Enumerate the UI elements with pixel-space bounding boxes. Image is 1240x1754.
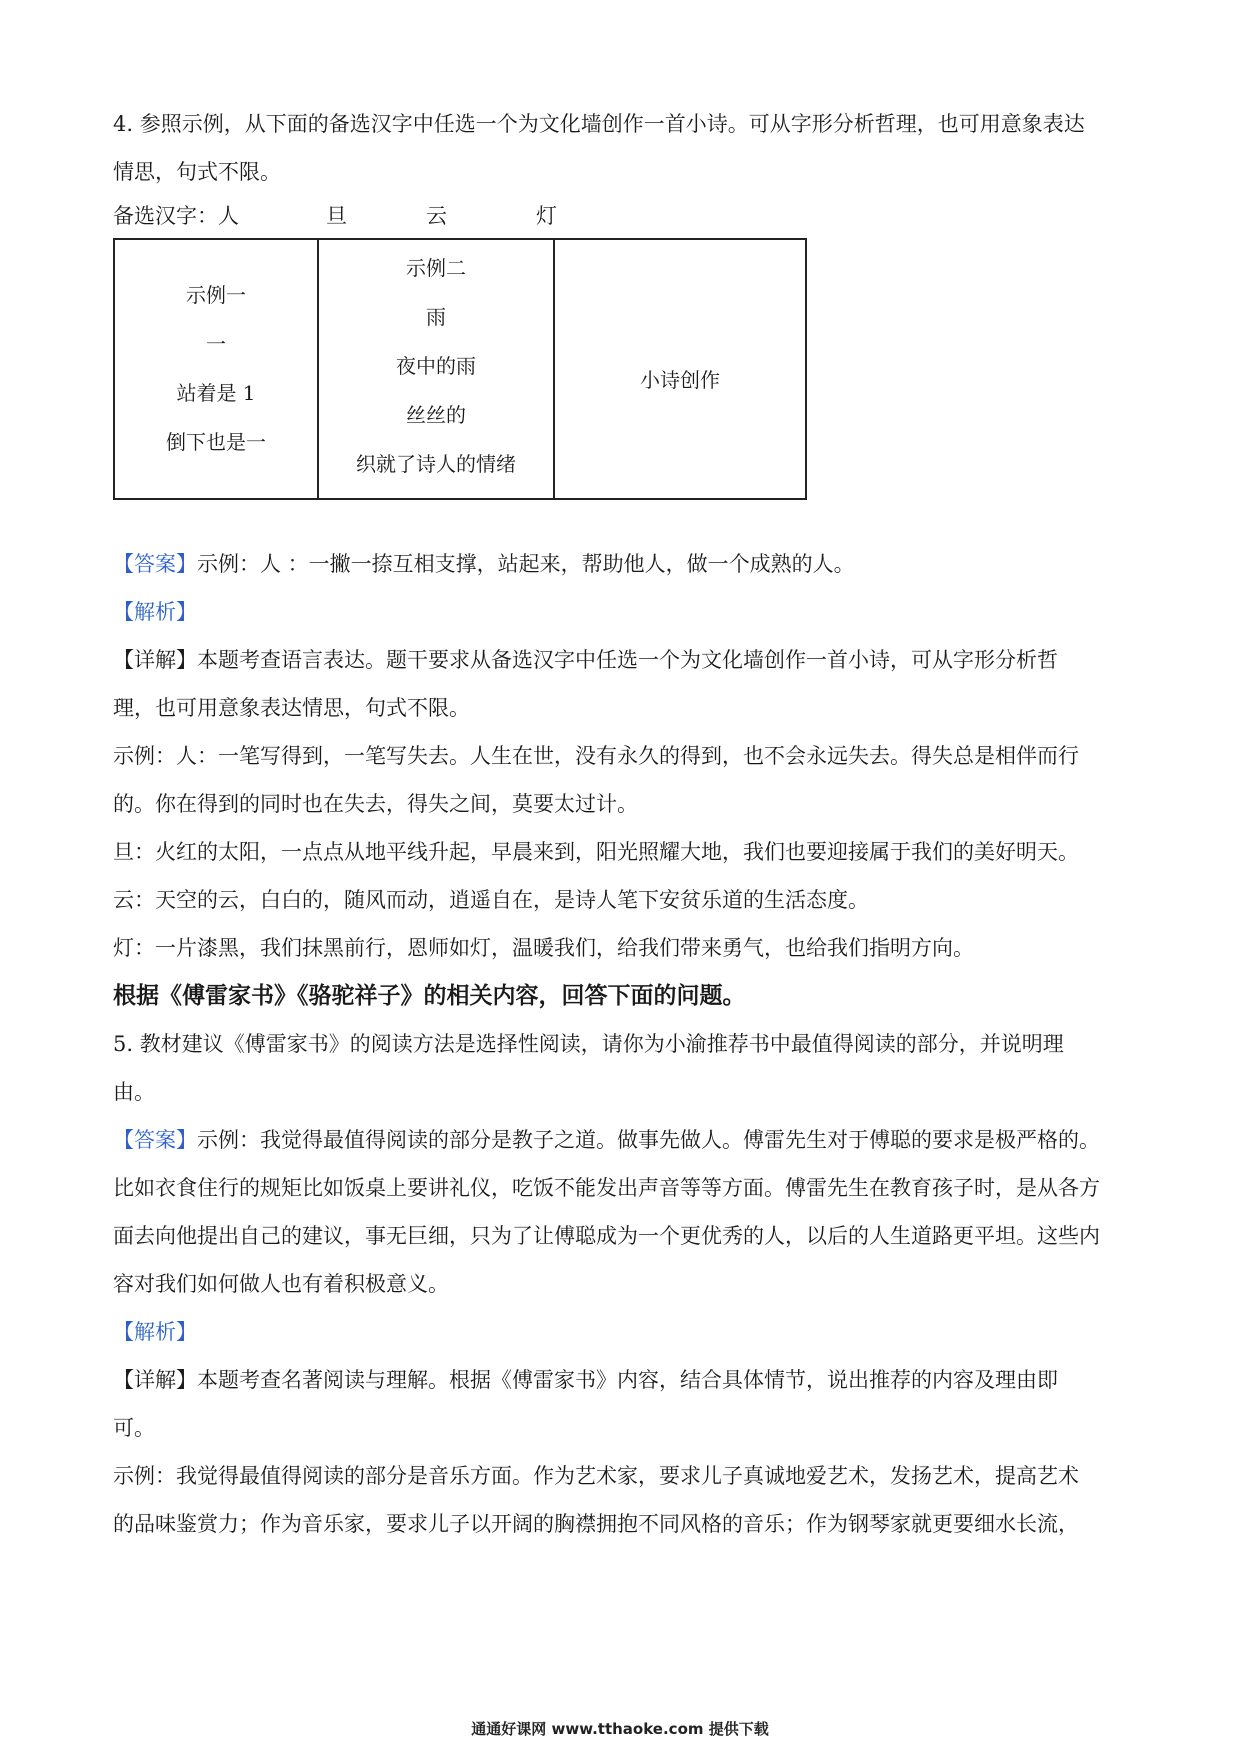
- detail-line: 示例：人：一笔写得到，一笔写失去。人生在世，没有永久的得到，也不会永远失去。得失总是相伴而行: [113, 744, 1079, 768]
- example-two-line: 丝丝的: [406, 402, 466, 427]
- examples-table: [113, 238, 807, 500]
- answer-line: 比如衣食住行的规矩比如饭桌上要讲礼仪，吃饭不能发出声音等等方面。傅雷先生在教育孩子时，是从各方: [113, 1176, 1100, 1200]
- detail-line: 的品味鉴赏力；作为音乐家，要求儿子以开阔的胸襟拥抱不同风格的音乐；作为钢琴家就更要细水长流，: [113, 1512, 1079, 1536]
- detail-line: 理，也可用意象表达情思，句式不限。: [113, 696, 470, 720]
- section-heading: 根据《傅雷家书》《骆驼祥子》的相关内容，回答下面的问题。: [113, 982, 746, 1009]
- example-two-line: 夜中的雨: [396, 353, 476, 378]
- detail-line: 的。你在得到的同时也在失去，得失之间，莫要太过计。: [113, 792, 638, 816]
- detail-line: 【详解】本题考查名著阅读与理解。根据《傅雷家书》内容，结合具体情节，说出推荐的内容及理由即: [113, 1368, 1058, 1392]
- candidates-label: 备选汉字：: [113, 204, 218, 228]
- example-one-title: 示例一: [186, 283, 246, 307]
- answer-tag: 【答案】: [113, 552, 197, 576]
- detail-line: 云：天空的云，白白的，随风而动，逍遥自在，是诗人笔下安贫乐道的生活态度。: [113, 888, 869, 912]
- detail-line: 灯：一片漆黑，我们抹黑前行，恩师如灯，温暖我们，给我们带来勇气，也给我们指明方向。: [113, 936, 974, 960]
- analysis-tag: 【解析】: [113, 1320, 197, 1344]
- poem-creation-cell: [554, 239, 806, 499]
- question-4-answer: [113, 540, 1143, 588]
- question-5-answer: [113, 1116, 1143, 1164]
- example-two-line: 雨: [426, 304, 446, 329]
- detail-line: 旦：火红的太阳，一点点从地平线升起，早晨来到，阳光照耀大地，我们也要迎接属于我们的美好明天。: [113, 840, 1079, 864]
- detail-line: 【详解】本题考查语言表达。题干要求从备选汉字中任选一个为文化墙创作一首小诗，可从字形分析哲: [113, 648, 1058, 672]
- question-4-line-1: 4. 参照示例，从下面的备选汉字中任选一个为文化墙创作一首小诗。可从字形分析哲理，也可用意象表达: [113, 112, 1085, 136]
- candidate-characters: [113, 196, 1143, 236]
- example-one-line: 站着是 1: [176, 381, 256, 405]
- candidate-char: 旦: [326, 204, 347, 228]
- detail-line: 可。: [113, 1416, 155, 1440]
- example-one-line: 倒下也是一: [166, 430, 266, 454]
- answer-line: 面去向他提出自己的建议，事无巨细，只为了让傅聪成为一个更优秀的人，以后的人生道路更平坦。这些内: [113, 1224, 1100, 1248]
- example-two-cell: [318, 239, 554, 499]
- document-page: [113, 100, 1143, 1548]
- question-5-line-2: 由。: [113, 1080, 155, 1104]
- example-two-line: 织就了诗人的情绪: [356, 451, 516, 476]
- question-4-line-2: 情思，句式不限。: [113, 160, 281, 184]
- candidate-char: 云: [426, 204, 447, 228]
- question-5-line-1: 5. 教材建议《傅雷家书》的阅读方法是选择性阅读，请你为小渝推荐书中最值得阅读的部分，并说明理: [113, 1032, 1064, 1056]
- answer-tag: 【答案】: [113, 1128, 197, 1152]
- example-one-line: 一: [206, 332, 226, 356]
- candidate-char: 人: [218, 204, 239, 228]
- example-two-title: 示例二: [406, 255, 466, 280]
- poem-creation-label: 小诗创作: [640, 368, 720, 392]
- answer-text: 示例：我觉得最值得阅读的部分是教子之道。做事先做人。傅雷先生对于傅聪的要求是极严格的。: [197, 1128, 1100, 1152]
- page-footer: 通通好课网 www.tthaoke.com 提供下载: [471, 1720, 769, 1738]
- answer-line: 容对我们如何做人也有着积极意义。: [113, 1272, 449, 1296]
- example-one-cell: [114, 239, 318, 499]
- analysis-tag: 【解析】: [113, 600, 197, 624]
- detail-line: 示例：我觉得最值得阅读的部分是音乐方面。作为艺术家，要求儿子真诚地爱艺术，发扬艺术，提高艺术: [113, 1464, 1079, 1488]
- candidate-char: 灯: [536, 204, 557, 228]
- answer-text: 示例：人 ：一撇一捺互相支撑，站起来，帮助他人，做一个成熟的人。: [197, 552, 855, 576]
